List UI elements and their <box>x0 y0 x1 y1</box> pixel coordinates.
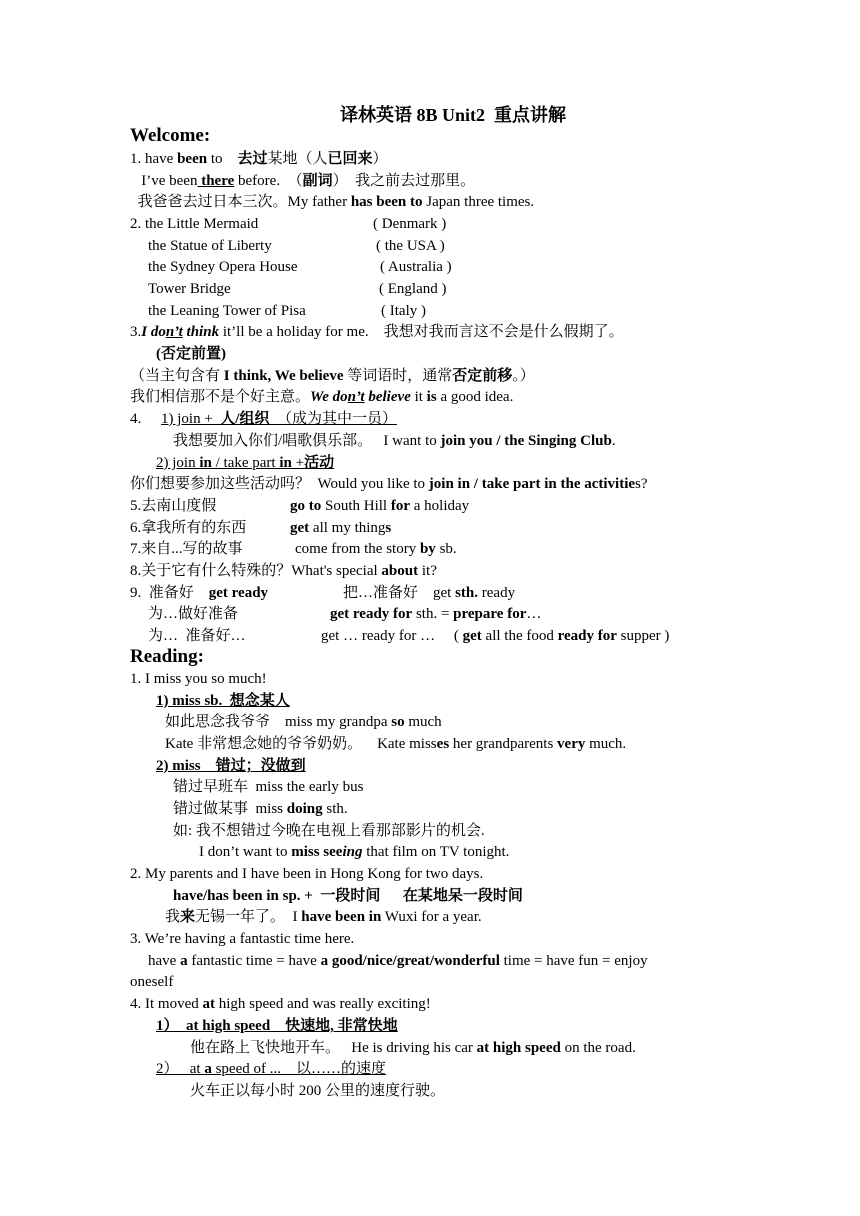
text-segment: in <box>199 455 212 471</box>
text-line <box>165 908 482 926</box>
text-segment: Tower Bridge <box>148 281 231 297</box>
text-segment: 2. the Little Mermaid <box>130 216 259 232</box>
text-segment: that film on TV tonight. <box>362 844 510 860</box>
text-segment: s <box>385 520 392 536</box>
text-segment: to <box>207 151 238 167</box>
text-line <box>130 193 534 211</box>
text-line <box>130 562 437 580</box>
text-segment: much. <box>585 736 627 752</box>
text-segment: es <box>436 736 450 752</box>
text-segment: 来 <box>180 909 196 925</box>
text-segment: We do <box>310 389 348 405</box>
text-segment: 1） at high speed 快速地, 非常快地 <box>156 1018 398 1034</box>
text-line <box>290 497 469 515</box>
text-segment: ready for <box>557 628 617 644</box>
text-line <box>130 584 268 602</box>
text-segment: have been in <box>301 909 382 925</box>
text-segment: ( Italy ) <box>381 303 426 319</box>
text-line <box>130 215 258 233</box>
text-line <box>130 973 173 991</box>
text-segment: 。） <box>512 368 535 384</box>
text-line <box>130 995 431 1013</box>
text-segment: I think, We believe <box>223 368 344 384</box>
text-segment: + <box>291 455 305 471</box>
text-segment: ing <box>342 844 363 860</box>
text-line <box>130 865 483 883</box>
text-segment: 4. <box>130 411 142 427</box>
text-segment: South Hill <box>321 498 391 514</box>
text-line <box>156 345 226 363</box>
text-line <box>130 519 246 537</box>
text-segment: （成为其中一员） <box>269 411 397 427</box>
text-segment: it? <box>418 563 437 579</box>
text-line <box>199 843 509 861</box>
text-line <box>130 410 141 428</box>
text-segment: 8.关于它有什么特殊的？What's special <box>130 563 382 579</box>
text-segment: sth. <box>455 585 479 601</box>
text-segment: time = have fun = enjoy <box>499 953 648 969</box>
text-segment: all my thing <box>309 520 386 536</box>
text-segment: 副词 <box>302 173 333 189</box>
text-segment: very <box>557 736 586 752</box>
text-segment: before. （ <box>234 173 303 189</box>
text-line <box>130 475 648 493</box>
text-segment: 5.去南山度假 <box>130 498 217 514</box>
text-segment: 错过早班车 miss the early bus <box>173 779 364 795</box>
text-line <box>165 713 442 731</box>
text-segment: a <box>204 1061 212 1077</box>
text-segment: been <box>177 151 208 167</box>
text-line <box>148 952 648 970</box>
text-segment: oneself <box>130 974 174 990</box>
text-line <box>376 237 445 255</box>
text-line <box>130 497 216 515</box>
text-segment: 他在路上飞快地开车。 He is driving his car <box>190 1040 477 1056</box>
text-line <box>148 258 298 276</box>
text-segment: a good/nice/great/wonderful <box>320 953 500 969</box>
text-segment: 9. 准备好 <box>130 585 209 601</box>
text-segment: n’t <box>347 389 365 405</box>
text-segment: so <box>391 714 405 730</box>
text-segment: prepare for <box>453 606 527 622</box>
text-segment: a <box>180 953 188 969</box>
text-segment: much <box>404 714 442 730</box>
text-segment: think <box>182 324 220 340</box>
text-segment: 等词语时，通常 <box>343 368 453 384</box>
text-segment: get <box>290 520 310 536</box>
text-line <box>165 735 626 753</box>
text-segment: go to <box>290 498 322 514</box>
text-segment: ） 我之前去过那里。 <box>332 173 476 189</box>
text-segment: 为… 准备好… <box>148 628 246 644</box>
text-line <box>373 215 446 233</box>
text-line <box>130 367 535 385</box>
text-segment: get ready <box>208 585 269 601</box>
text-line <box>130 930 354 948</box>
text-line <box>190 1039 636 1057</box>
text-segment: have <box>148 953 181 969</box>
text-line <box>156 1060 386 1078</box>
text-segment: 3. <box>130 324 142 340</box>
text-segment: the Sydney Opera House <box>148 259 298 275</box>
text-segment: get ready for <box>330 606 413 622</box>
text-segment: 无锡一年了。 I <box>195 909 302 925</box>
text-segment: 7.来自...写的故事 <box>130 541 243 557</box>
text-line <box>156 692 290 710</box>
text-segment: about <box>381 563 419 579</box>
text-segment: for <box>390 498 411 514</box>
text-segment: her grandparents <box>449 736 558 752</box>
text-segment: 1) miss sb. 想念某人 <box>156 693 290 709</box>
text-line <box>148 280 231 298</box>
text-segment: have/has been in sp. + 一段时间 在某地呆一段时间 <box>173 888 523 904</box>
text-segment: the Leaning Tower of Pisa <box>148 303 306 319</box>
text-segment: 你们想要参加这些活动吗？ Would you like to <box>130 476 429 492</box>
text-segment: is <box>426 389 437 405</box>
text-segment: I don’t want to <box>199 844 292 860</box>
text-segment: sb. <box>435 541 457 557</box>
text-line <box>330 605 541 623</box>
text-line <box>173 822 485 840</box>
text-segment: in <box>279 455 292 471</box>
text-line <box>130 323 624 341</box>
text-segment: 如此思念我爷爷 miss my grandpa <box>165 714 392 730</box>
text-segment: join in / take part in the activitie <box>428 476 636 492</box>
text-segment: there <box>197 173 235 189</box>
text-segment: Kate 非常想念她的爷爷奶奶。 Kate miss <box>165 736 437 752</box>
text-segment: a holiday <box>410 498 470 514</box>
text-line <box>130 172 475 190</box>
text-segment: at <box>202 996 215 1012</box>
text-segment: 1. I miss you so much! <box>130 671 267 687</box>
text-segment: get <box>462 628 482 644</box>
text-line <box>380 258 452 276</box>
text-segment: 2） at <box>156 1061 205 1077</box>
text-segment: 为…做好准备 <box>148 606 239 622</box>
text-segment: Wuxi for a year. <box>381 909 482 925</box>
text-segment: 如: 我不想错过今晚在电视上看那部影片的机会. <box>173 823 485 839</box>
text-segment: get … ready for … ( <box>321 628 463 644</box>
text-segment: speed of ... 以……的速度 <box>211 1061 386 1077</box>
text-segment: sth. = <box>412 606 454 622</box>
text-segment: 人/组织 <box>216 411 270 427</box>
text-line <box>343 584 515 602</box>
text-line <box>379 280 446 298</box>
text-segment: ready <box>478 585 516 601</box>
text-segment: supper ) <box>616 628 670 644</box>
text-segment: high speed and was really exciting! <box>215 996 431 1012</box>
text-segment: 去过 <box>237 151 268 167</box>
text-segment: ( England ) <box>379 281 447 297</box>
reading-heading: Reading: <box>130 646 204 667</box>
text-line <box>381 302 426 320</box>
text-segment: 6.拿我所有的东西 <box>130 520 247 536</box>
text-segment: all the food <box>481 628 558 644</box>
text-line <box>130 388 513 406</box>
text-segment: a good idea. <box>436 389 514 405</box>
text-segment: 1) join + <box>161 411 217 427</box>
text-segment: 已回来 <box>327 151 373 167</box>
text-segment: 3. We’re having a fantastic time here. <box>130 931 355 947</box>
text-segment: 2) join <box>156 455 200 471</box>
text-segment: 2. My parents and I have been in Hong Kong for two days. <box>130 866 484 882</box>
text-segment: 某地（人 <box>267 151 328 167</box>
text-line <box>148 302 306 320</box>
text-line <box>156 1017 398 1035</box>
text-line <box>161 410 397 428</box>
text-line <box>173 778 363 796</box>
text-segment: ） <box>372 151 388 167</box>
text-segment: 我 <box>165 909 181 925</box>
text-line <box>295 540 457 558</box>
text-line <box>173 887 523 905</box>
text-segment: I’ve been <box>130 173 198 189</box>
text-segment: 错过做某事 miss <box>173 801 287 817</box>
text-segment: ( Australia ) <box>380 259 452 275</box>
text-line <box>290 519 391 537</box>
text-segment: ( Denmark ) <box>373 216 447 232</box>
text-segment: 我爸爸去过日本三次。My father <box>130 194 351 210</box>
text-line <box>148 627 246 645</box>
text-segment: it <box>410 389 427 405</box>
text-segment: （当主句含有 <box>130 368 224 384</box>
text-line <box>190 1082 445 1100</box>
text-segment: 否定前移 <box>452 368 513 384</box>
text-segment: on the road. <box>560 1040 636 1056</box>
text-segment: 2) miss 错过；没做到 <box>156 758 306 774</box>
text-segment: ( the USA ) <box>376 238 445 254</box>
text-segment: at high speed <box>476 1040 561 1056</box>
text-line <box>173 432 616 450</box>
text-segment: come from the story <box>295 541 420 557</box>
text-segment: miss see <box>291 844 343 860</box>
text-segment: / take part <box>211 455 280 471</box>
text-segment: 火车正以每小时 200 公里的速度行驶。 <box>190 1083 446 1099</box>
text-line <box>130 670 267 688</box>
text-segment: 活动 <box>304 455 335 471</box>
text-segment: 我想要加入你们/唱歌俱乐部。 I want to <box>173 433 441 449</box>
text-segment: (否定前置) <box>156 346 226 362</box>
text-segment: believe <box>364 389 411 405</box>
text-line <box>130 540 243 558</box>
text-segment: … <box>526 606 542 622</box>
document-title: 译林英语 8B Unit2 重点讲解 <box>340 105 567 125</box>
text-line <box>321 627 669 645</box>
text-segment: it’ll be a holiday for me. 我想对我而言这不会是什么假期了。 <box>219 324 624 340</box>
text-segment: I do <box>141 324 166 340</box>
text-line <box>156 454 334 472</box>
text-segment: s? <box>635 476 648 492</box>
text-line <box>156 757 306 775</box>
text-segment: by <box>419 541 436 557</box>
text-segment: n’t <box>165 324 183 340</box>
text-segment: 1. have <box>130 151 178 167</box>
text-segment: doing <box>286 801 323 817</box>
text-segment: the Statue of Liberty <box>148 238 272 254</box>
text-line <box>173 800 348 818</box>
text-line <box>130 150 388 168</box>
text-line <box>148 237 272 255</box>
text-segment: 4. It moved <box>130 996 203 1012</box>
text-segment: sth. <box>322 801 348 817</box>
text-segment: fantastic time = have <box>187 953 321 969</box>
text-line <box>148 605 238 623</box>
text-segment: join you / the Singing Club <box>440 433 612 449</box>
text-segment: 把…准备好 get <box>343 585 456 601</box>
text-segment: . <box>611 433 616 449</box>
text-segment: 我们相信那不是个好主意。 <box>130 389 311 405</box>
text-segment: Japan three times. <box>422 194 535 210</box>
welcome-heading: Welcome: <box>130 125 211 146</box>
text-segment: has been to <box>350 194 423 210</box>
